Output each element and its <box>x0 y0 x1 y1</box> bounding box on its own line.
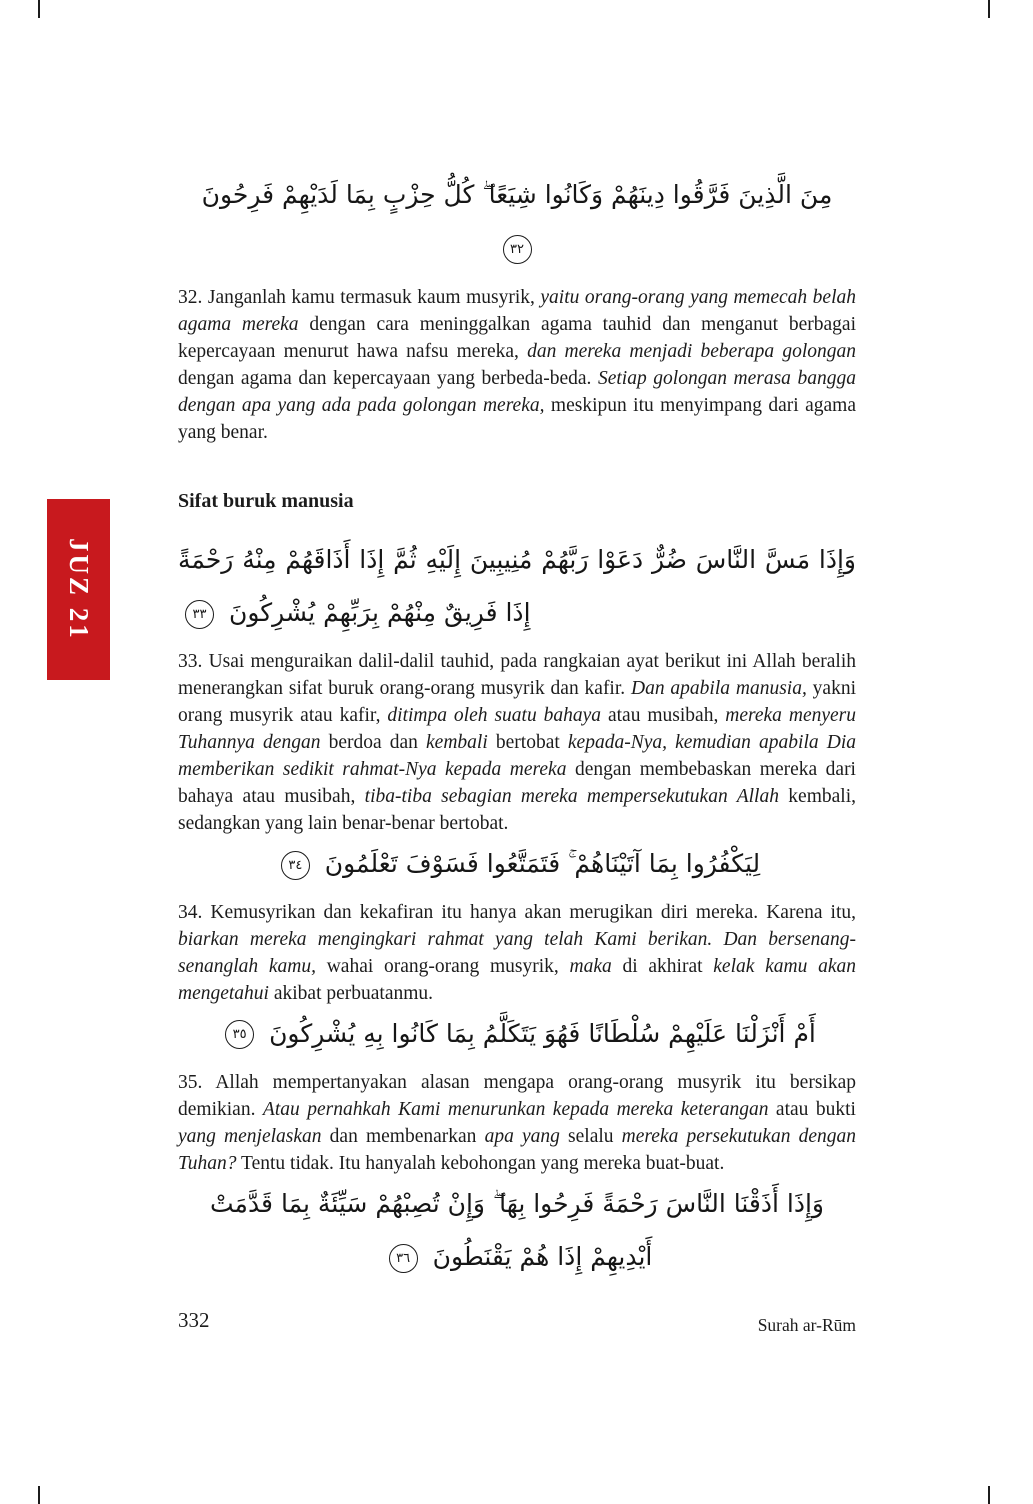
crop-mark <box>988 0 990 18</box>
tafsir-text: atau musibah, <box>601 705 726 726</box>
tafsir-text: akibat perbuatanmu. <box>268 982 434 1004</box>
tafsir-text: 32. Janganlah kamu termasuk kaum musyrik, <box>178 286 541 308</box>
quran-translation-text: kembali <box>426 732 488 753</box>
ayah-number-marker: ٣٤ <box>281 851 310 880</box>
tafsir-text: Tentu tidak. Itu hanyalah kebohongan yang mereka buat-buat. <box>236 1152 725 1174</box>
tafsir-text: berdoa dan <box>320 732 427 753</box>
arabic-verse-text: وَإِذَا أَذَقْنَا النَّاسَ رَحْمَةً فَرِحُوا بِهَا ۖ وَإِنْ تُصِبْهُمْ سَيِّئَةٌ بِمَا قَدَّمَتْ أَيْدِيهِمْ إِذَا هُمْ يَقْنَطُونَ <box>210 1188 824 1272</box>
tafsir-text: dengan membebaskan mereka dari bahaya atau musibah, <box>178 759 856 807</box>
arabic-verse-text: وَإِذَا مَسَّ النَّاسَ ضُرٌّ دَعَوْا رَبَّهُمْ مُنِيبِينَ إِلَيْهِ ثُمَّ إِذَا أَذَاقَهُمْ مِنْهُ رَحْمَةً إِذَا فَرِيقٌ مِنْهُمْ بِرَبِّهِمْ يُشْرِكُونَ <box>178 544 856 628</box>
surah-title: Surah ar-Rūm <box>757 1315 856 1335</box>
arabic-verse <box>178 533 856 641</box>
arabic-verse-text: أَمْ أَنْزَلْنَا عَلَيْهِمْ سُلْطَانًا فَهُوَ يَتَكَلَّمُ بِمَا كَانُوا بِهِ يُشْرِكُونَ <box>269 1018 816 1048</box>
quran-translation-text: apa yang <box>484 1125 560 1147</box>
arabic-verse <box>178 1007 856 1061</box>
arabic-verse-text: لِيَكْفُرُوا بِمَا آتَيْنَاهُمْ ۚ فَتَمَتَّعُوا فَسَوْفَ تَعْلَمُونَ <box>324 849 761 878</box>
quran-translation-text: biarkan mereka mengingkari rahmat yang telah Kami berikan. Dan bersenang-senanglah kamu, <box>178 928 856 977</box>
tafsir-text: 34. Kemusyrikan dan kekafiran itu hanya akan merugikan diri mereka. Karena itu, <box>178 901 856 923</box>
quran-translation-text: Atau pernahkah Kami menurunkan kepada mereka keterangan <box>262 1098 769 1120</box>
quran-translation-text: yaitu orang-orang yang memecah belah agama mereka <box>178 286 856 335</box>
quran-translation-text: Dan apabila manusia, <box>631 678 807 699</box>
page-number: 332 <box>178 1308 210 1332</box>
arabic-verse <box>178 168 856 276</box>
translation-paragraph <box>178 1069 856 1177</box>
section-heading: Sifat buruk manusia <box>178 489 354 512</box>
ayah-number-marker: ٣٦ <box>389 1244 418 1273</box>
quran-translation-text: mereka menyeru Tuhannya dengan <box>178 705 856 753</box>
tafsir-text: dan membenarkan <box>321 1125 485 1147</box>
quran-translation-text: tiba-tiba sebagian mereka mempersekutukan Allah <box>364 786 779 807</box>
page-content <box>178 168 856 1292</box>
tafsir-text: di akhirat <box>611 955 714 977</box>
ayah-number-marker: ٣٢ <box>503 235 532 264</box>
ayah-number-marker: ٣٥ <box>225 1020 254 1049</box>
quran-translation-text: maka <box>569 955 612 977</box>
tafsir-text: 35. Allah mempertanyakan alasan mengapa orang-orang musyrik itu bersikap demikian. <box>178 1071 856 1120</box>
crop-mark <box>38 0 40 18</box>
quran-translation-text: kepada-Nya, kemudian apabila Dia memberikan sedikit rahmat-Nya kepada mereka <box>178 732 856 780</box>
juz-tab-label: JUZ 21 <box>64 538 94 641</box>
quran-translation-text: Setiap golongan merasa bangga dengan apa yang ada pada golongan mereka, <box>178 367 856 416</box>
arabic-verse <box>178 837 856 891</box>
crop-mark <box>988 1486 990 1504</box>
translation-paragraph <box>178 648 856 837</box>
translation-paragraph <box>178 899 856 1007</box>
ayah-number-marker: ٣٣ <box>185 600 214 629</box>
quran-translation-text: dan mereka menjadi beberapa golongan <box>527 340 856 362</box>
tafsir-text: selalu <box>559 1125 622 1147</box>
tafsir-text: 33. Usai menguraikan dalil-dalil tauhid, pada rangkaian ayat berikut ini Allah beralih menerangkan sifat buruk orang-orang musyrik dan kafir. <box>178 651 856 699</box>
tafsir-text: meskipun itu menyimpang dari agama yang benar. <box>178 394 856 443</box>
tafsir-text: wahai orang-orang musyrik, <box>316 955 570 977</box>
tafsir-text: kembali, sedangkan yang lain benar-benar bertobat. <box>178 786 856 834</box>
tafsir-text: bertobat <box>487 732 568 753</box>
quran-translation-text: yang menjelaskan <box>178 1125 322 1147</box>
tafsir-text: dengan cara meninggalkan agama tauhid dan menganut berbagai kepercayaan menurut hawa nafsu mereka, <box>178 313 856 362</box>
quran-translation-text: mereka persekutukan dengan Tuhan? <box>178 1125 856 1174</box>
tafsir-text: yakni orang musyrik atau kafir, <box>178 678 856 726</box>
crop-mark <box>38 1486 40 1504</box>
juz-tab <box>47 499 110 680</box>
arabic-verse <box>178 1177 856 1285</box>
quran-translation-text: ditimpa oleh suatu bahaya <box>387 705 602 726</box>
tafsir-text: atau bukti <box>768 1098 856 1120</box>
quran-translation-text: kelak kamu akan mengetahui <box>178 955 856 1004</box>
tafsir-text: dengan agama dan kepercayaan yang berbeda-beda. <box>178 367 598 389</box>
translation-paragraph <box>178 284 856 446</box>
arabic-verse-text: مِنَ الَّذِينَ فَرَّقُوا دِينَهُمْ وَكَانُوا شِيَعًا ۖ كُلُّ حِزْبٍ بِمَا لَدَيْهِمْ فَرِحُونَ <box>201 180 833 209</box>
